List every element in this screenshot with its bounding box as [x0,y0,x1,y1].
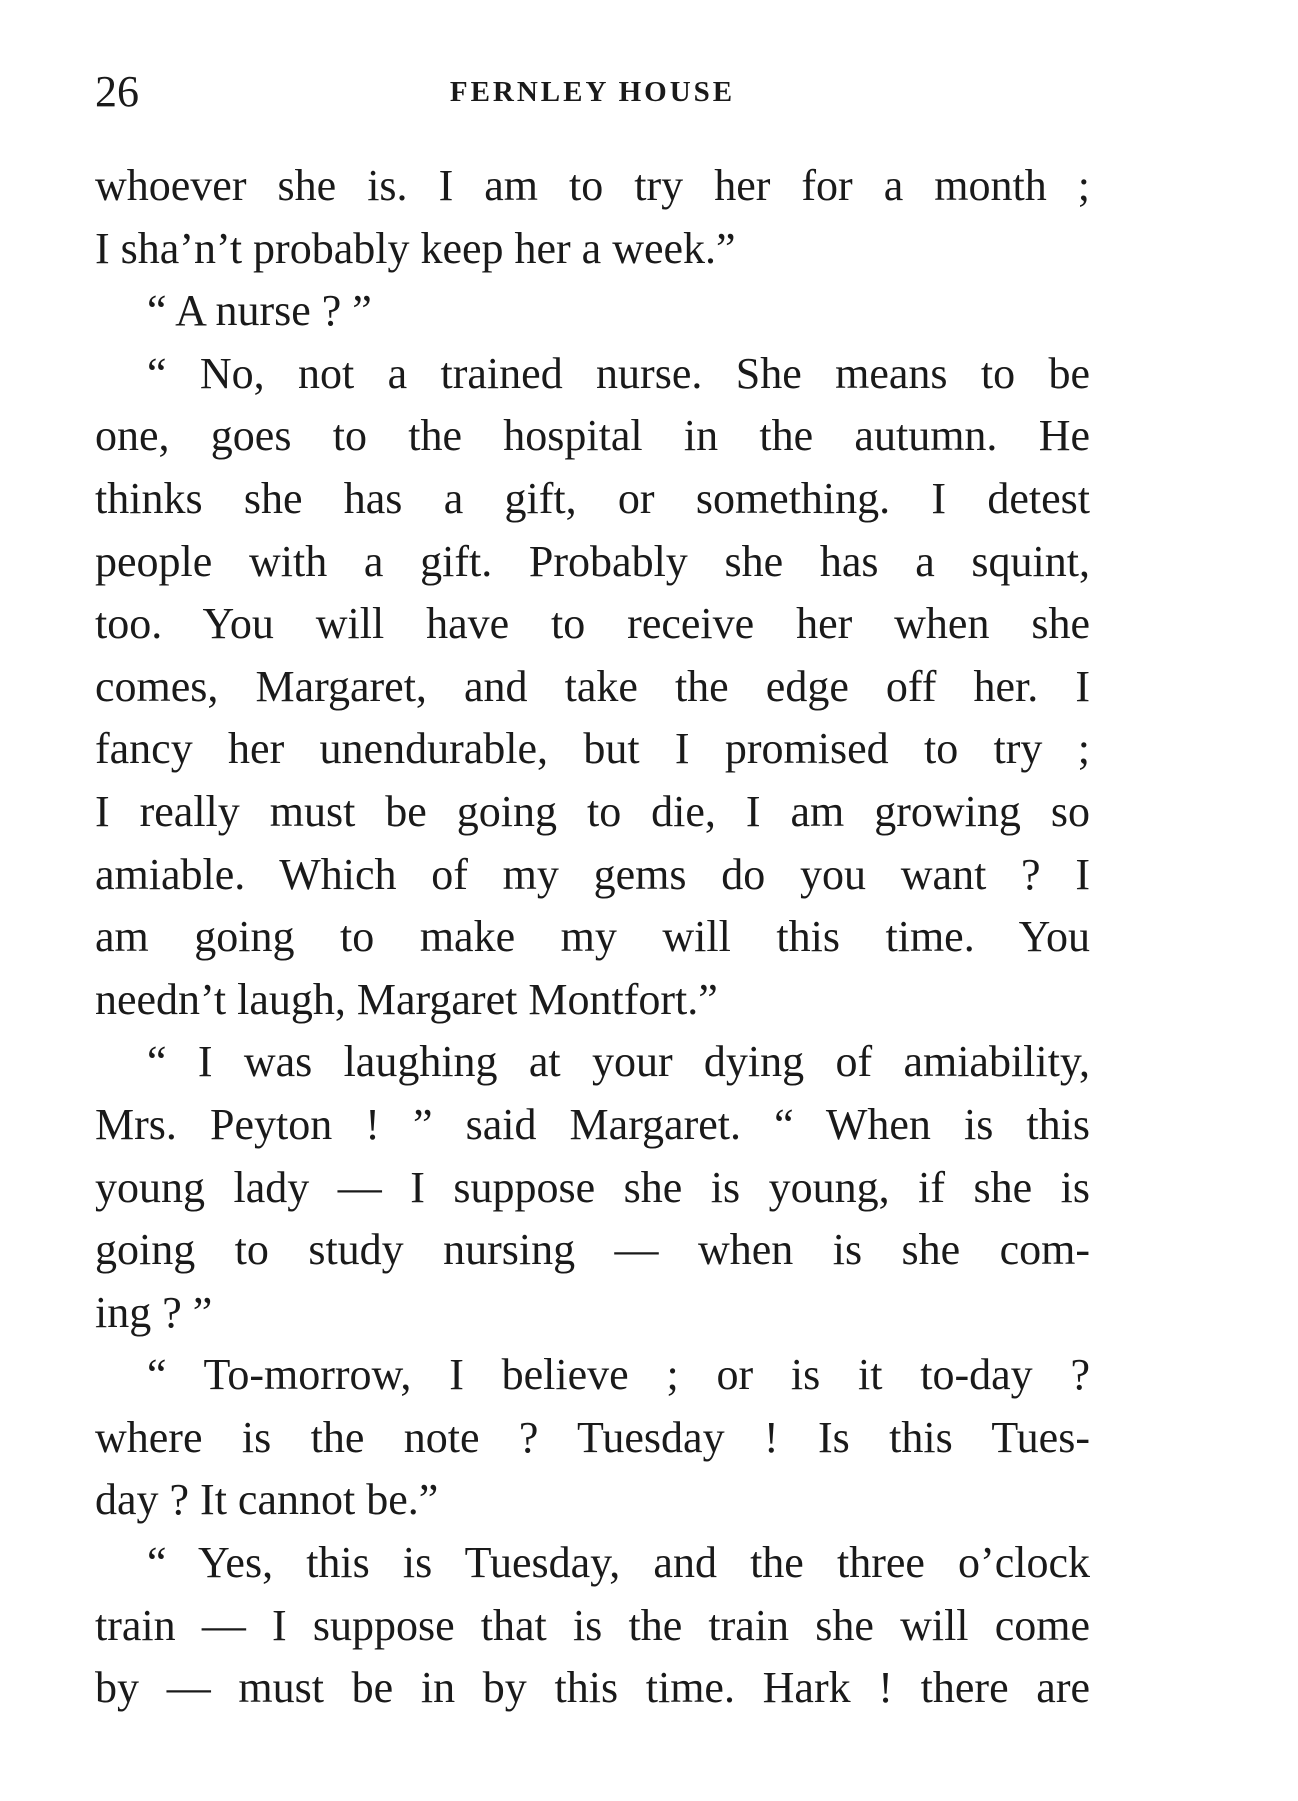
text-line: “ To-morrow, I believe ; or is it to-day ? [147,1350,1090,1400]
text-line: where is the note ? Tuesday ! Is this Tues- [95,1412,1090,1462]
text-line: I sha’n’t probably keep her a week.” [95,223,736,273]
text-line: by — must be in by this time. Hark ! there are [95,1663,1090,1713]
text-line: thinks she has a gift, or something. I detest [95,473,1090,523]
body-text [95,155,1090,1720]
text-line: too. You will have to receive her when she [95,599,1090,649]
text-line: Mrs. Peyton ! ” said Margaret. “ When is this [95,1099,1090,1149]
text-line: young lady — I suppose she is young, if she is [95,1162,1090,1212]
running-head: FERNLEY HOUSE [449,76,736,108]
text-line: one, goes to the hospital in the autumn. He [95,411,1090,461]
text-line: day ? It cannot be.” [95,1475,439,1525]
text-line: people with a gift. Probably she has a squint, [95,536,1090,586]
text-line: “ No, not a trained nurse. She means to be [147,348,1090,398]
text-line: fancy her unendurable, but I promised to try ; [95,724,1090,774]
text-line: I really must be going to die, I am growing so [95,786,1090,836]
text-line: amiable. Which of my gems do you want ? I [95,849,1090,899]
text-line: needn’t laugh, Margaret Montfort.” [95,974,718,1024]
text-line: am going to make my will this time. You [95,912,1090,962]
text-line: comes, Margaret, and take the edge off her. I [95,661,1090,711]
text-line: whoever she is. I am to try her for a month ; [95,161,1090,210]
text-line: “ Yes, this is Tuesday, and the three o’clock [147,1538,1090,1588]
text-line: going to study nursing — when is she com- [95,1225,1090,1275]
text-line: “ A nurse ? ” [147,286,372,336]
text-line: “ I was laughing at your dying of amiability, [147,1037,1090,1087]
text-line: train — I suppose that is the train she will come [95,1600,1090,1650]
text-line: ing ? ” [95,1287,213,1337]
page-number: 26 [95,67,139,116]
page-header [95,62,1090,122]
